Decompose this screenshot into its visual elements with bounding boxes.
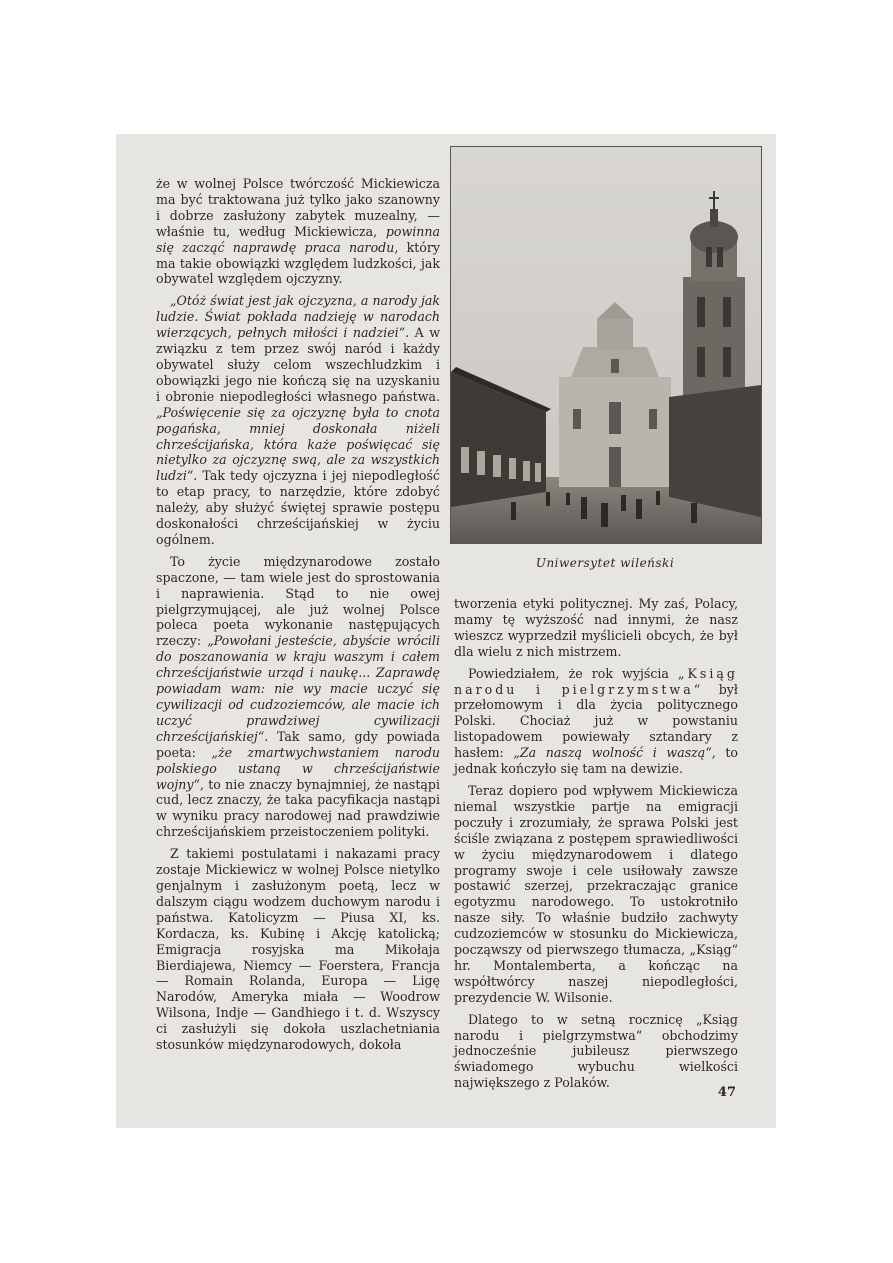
right-column-paragraph: Teraz dopiero pod wpływem Mickiewicza niemal wszystkie partje na emigracji poczuły i zrozumiały, że sprawa Polski jest ściśle związana z postępem sprawiedliwości w życiu międzynarodowem i dlatego programy swoje i cele usiłowały zawsze postawić szerzej, przekraczając granice egotyzmu narodowego. To ustokrotniło nasze siły. To właśnie budziło zachwyty cudzoziemców w stosunku do Mickiewicza, począwszy od pierwszego tłumacza, „Ksiąg“ hr. Montalemberta, a kończąc na współtwórcy naszej niepodległości, prezydencie W. Wilsonie.: [454, 782, 738, 1005]
right-column-paragraph: Dlatego to w setną rocznicę „Ksiąg narodu i pielgrzymstwa“ obchodzimy jednocześnie jubileusz pierwszego świadomego wybuchu wielkości największego z Polaków.: [454, 1011, 738, 1091]
left-column-paragraph: Z takiemi postulatami i nakazami pracy zostaje Mickiewicz w wolnej Polsce nietylko genjalnym i zasłużonym poetą, lecz w dalszym ciągu wodzem duchowym narodu i państwa. Katolicyzm — Piusa XI, ks. Kordacza, ks. Kubinę i Akcję katolicką; Emigracja rosyjska ma Mikołaja Bierdiajewa, Niemcy — Foerstera, Francja — Romain Rolanda, Europa — Ligę Narodów, Ameryka miała — Woodrow Wilsona, Indje — Gandhiego i t. d. Wszyscy ci zasłużyli się dokoła uszlachetniania stosunków międzynarodowych, dokoła: [156, 846, 440, 1053]
left-column-paragraph: że w wolnej Polsce twórczość Mickiewicza ma być traktowana już tylko jako szanowny i dobrze zasłużony zabytek muzealny, — właśnie tu, według Mickiewicza, powinna się zacząć naprawdę praca narodu, który ma takie obowiązki względem ludzkości, jak obywatel względem ojczyzny.: [156, 176, 440, 287]
photo-caption: Uniwersytet wileński: [535, 556, 675, 570]
university-photo: [450, 146, 762, 544]
page-number: 47: [717, 1085, 736, 1100]
left-column-paragraph: „Otóż świat jest jak ojczyzna, a narody jak ludzie. Świat pokłada nadzieję w narodach wierzących, pełnych miłości i nadziei“. A w związku z tem przez swój naród i każdy obywatel służy celom wszechludzkim i obowiązki jego nie kończą się na uzyskaniu i obronie niepodległości własnego państwa. „Poświęcenie się za ojczyznę była to cnota pogańska, mniej doskonała niżeli chrześcijańska, która każe poświęcać się nietylko za ojczyznę swą, ale za wszystkich ludzi“. Tak tedy ojczyzna i jej niepodległość to etap pracy, to narzędzie, które zdobyć należy, aby służyć świętej sprawie postępu doskonałości chrześcijańskiej w życiu ogólnem.: [156, 293, 440, 547]
left-column-paragraph: To życie międzynarodowe zostało spaczone, — tam wiele jest do sprostowania i naprawienia. Stąd to nie owej pielgrzymującej, ale już wolnej Polsce poleca poeta wykonanie następujących rzeczy: „Powołani jesteście, abyście wrócili do poszanowania w kraju waszym i całem chrześcijaństwie urząd i naukę... Zaprawdę powiadam wam: nie wy macie uczyć się cywilizacji od cudzoziemców, ale macie ich uczyć prawdziwej cywilizacji chrześcijańskiej“. Tak samo, gdy powiada poeta: „że zmartwychwstaniem narodu polskiego ustaną w chrześcijaństwie wojny“, to nie znaczy bynajmniej, że nastąpi cud, lecz znaczy, że taka pacyfikacja nastąpi w wyniku pracy narodowej nad prawdziwie chrześcijańskiem przeistoczeniem polityki.: [156, 553, 440, 840]
book-page: [116, 134, 776, 1128]
right-column-paragraph: tworzenia etyki politycznej. My zaś, Polacy, mamy tę wyższość nad innymi, że nasz wieszcz wyprzedził myślicieli obcych, że był dla wielu z nich mistrzem.: [454, 596, 738, 659]
right-column-paragraph: Powiedziałem, że rok wyjścia „Ksiąg narodu i pielgrzymstwa“ był przełomowym i dla życia politycznego Polski. Chociaż już w powstaniu listopadowem powiewały sztandary z hasłem: „Za naszą wolność i waszą“, to jednak kończyło się tam na dewizie.: [454, 665, 739, 777]
right-text-column: [454, 596, 738, 1097]
left-text-column: [156, 176, 440, 1059]
